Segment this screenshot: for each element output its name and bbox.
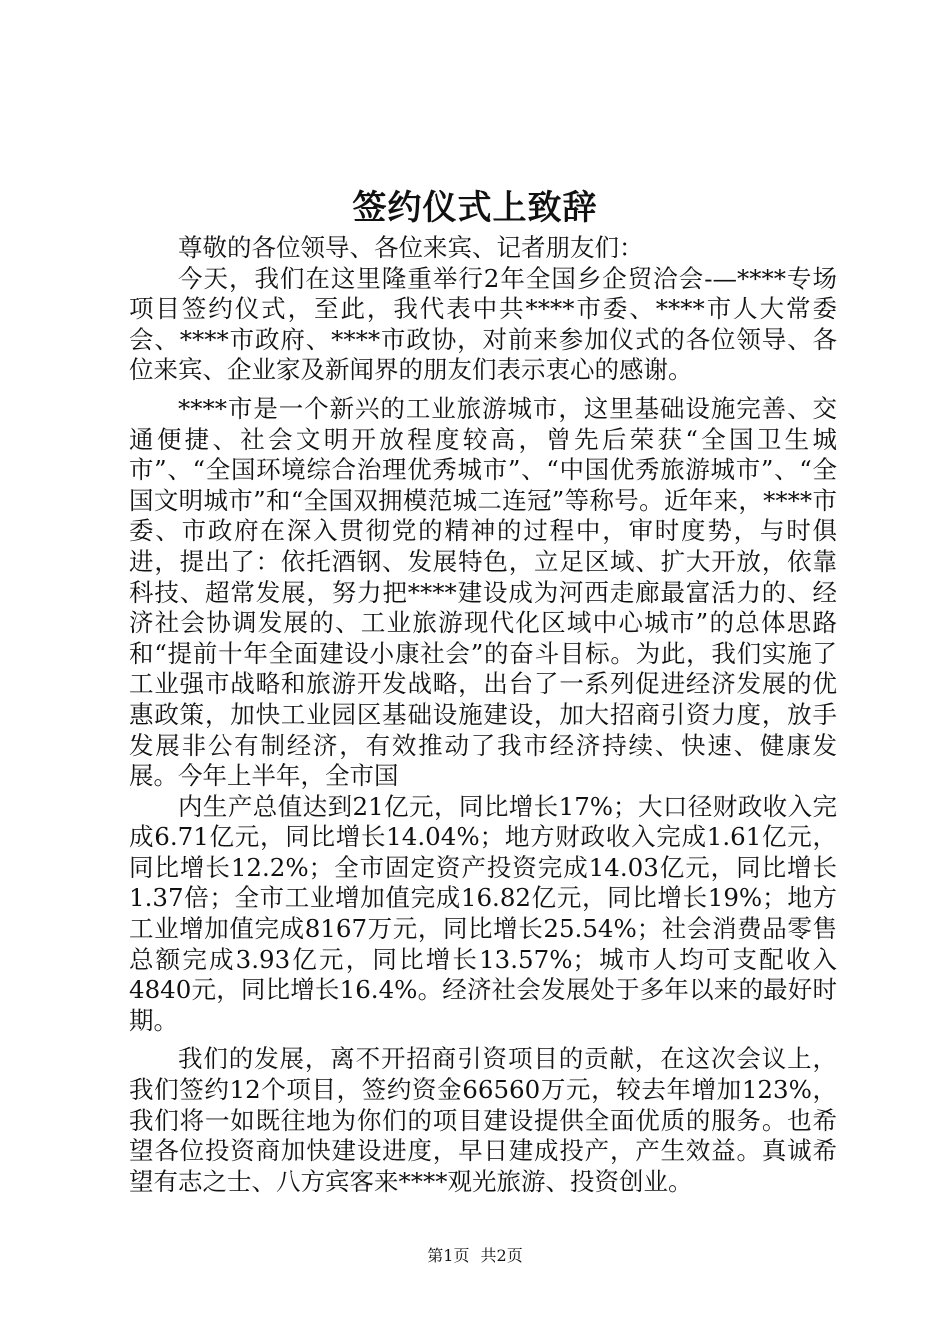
page-number: 第1页 bbox=[427, 1246, 470, 1265]
salutation-paragraph: 尊敬的各位领导、各位来宾、记者朋友们： bbox=[178, 233, 644, 262]
document-title: 签约仪式上致辞 bbox=[352, 188, 598, 228]
page-footer bbox=[0, 1245, 950, 1267]
document-body bbox=[129, 233, 837, 1197]
city-intro-paragraph: ****市是一个新兴的工业旅游城市，这里基础设施完善、交通便捷、社会文明开放程度较高，曾先后荣获“全国卫生城市”、“全国环境综合治理优秀城市”、“中国优秀旅游城市”、“全国文明城市”和“全国双拥模范城二连冠”等称号。近年来，****市委、市政府在深入贯彻党的精神的过程中，审时度势，与时俱进，提出了：依托酒钢、发展特色，立足区域、扩大开放，依靠科技、超常发展，努力把****建设成为河西走廊最富活力的、经济社会协调发展的、工业旅游现代化区域中心城市”的总体思路和“提前十年全面建设小康社会”的奋斗目标。为此，我们实施了工业强市战略和旅游开发战略，出台了一系列促进经济发展的优惠政策，加快工业园区基础设施建设，加大招商引资力度，放手发展非公有制经济，有效推动了我市经济持续、快速、健康发展。今年上半年，全市国 bbox=[129, 393, 837, 791]
economic-data-paragraph: 内生产总值达到21亿元，同比增长17%；大口径财政收入完成6.71亿元，同比增长14.04%；地方财政收入完成1.61亿元，同比增长12.2%；全市固定资产投资完成14.03亿元，同比增长1.37倍；全市工业增加值完成16.82亿元，同比增长19%；地方工业增加值完成8167万元，同比增长25.54%；社会消费品零售总额完成3.93亿元，同比增长13.57%；城市人均可支配收入4840元，同比增长16.4%。经济社会发展处于多年以来的最好时期。 bbox=[129, 791, 837, 1035]
closing-paragraph: 我们的发展，离不开招商引资项目的贡献，在这次会议上，我们签约12个项目，签约资金66560万元，较去年增加123%，我们将一如既往地为你们的项目建设提供全面优质的服务。也希望各位投资商加快建设进度，早日建成投产，产生效益。真诚希望有志之士、八方宾客来****观光旅游、投资创业。 bbox=[129, 1044, 837, 1196]
opening-paragraph: 今天，我们在这里隆重举行2年全国乡企贸洽会-—****专场项目签约仪式，至此，我代表中共****市委、****市人大常委会、****市政府、****市政协，对前来参加仪式的各位领导、各位来宾、企业家及新闻界的朋友们表示衷心的感谢。 bbox=[129, 263, 837, 385]
page-total: 共2页 bbox=[480, 1246, 523, 1265]
